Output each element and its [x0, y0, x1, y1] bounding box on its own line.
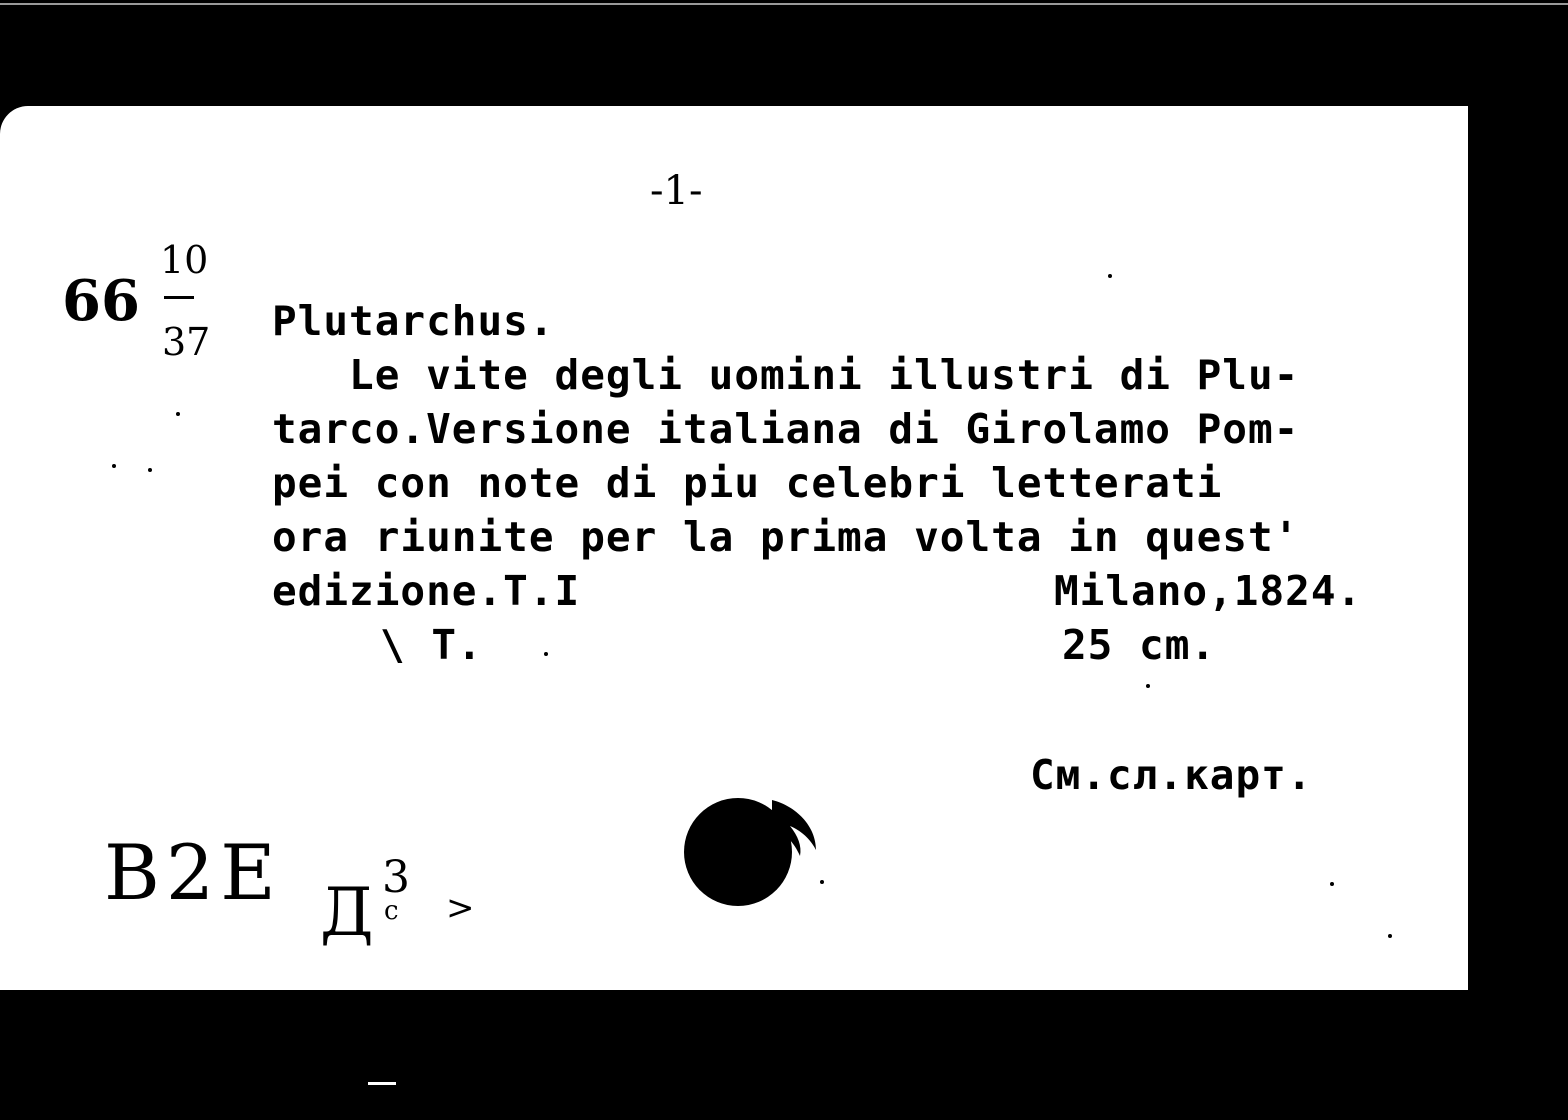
handwritten-mark: > [446, 888, 475, 928]
handwritten-suffix: Д [320, 874, 374, 951]
shelfmark-denominator: 37 [162, 320, 211, 364]
speck [544, 652, 548, 656]
title-line-5: edizione.T.I [272, 567, 581, 615]
imprint: Milano,1824. [1054, 567, 1363, 615]
title-line-2: tarco.Versione italiana di Girolamo Pom- [272, 405, 1300, 453]
dimensions-note: 25 cm. [1062, 621, 1217, 669]
title-line-3: pei con note di piu celebri letterati [272, 459, 1223, 507]
page-number: -1- [650, 168, 703, 214]
shelfmark-numerator: 10 [160, 238, 209, 282]
bottom-mark [368, 1082, 396, 1085]
author-heading: Plutarchus. [272, 297, 555, 345]
speck [176, 412, 180, 416]
catalog-card [0, 106, 1468, 990]
top-border-line [0, 3, 1568, 5]
speck [148, 468, 152, 472]
title-line-4: ora riunite per la prima volta in quest' [272, 513, 1300, 561]
speck [1146, 684, 1150, 688]
volumes-note: \ T. [380, 621, 483, 669]
see-next-card-note: См.сл.карт. [1030, 751, 1313, 799]
punch-hole [680, 792, 830, 912]
handwritten-superscript: 3 [382, 852, 410, 903]
handwritten-subscript: с [384, 896, 399, 926]
shelfmark-fraction-bar [164, 296, 194, 299]
handwritten-code: B2E [104, 828, 282, 917]
speck [112, 464, 116, 468]
speck [1330, 882, 1334, 886]
shelfmark-main: 66 [62, 268, 140, 334]
speck [1108, 274, 1112, 278]
speck [1388, 934, 1392, 938]
speck [820, 880, 824, 884]
title-line-1: Le vite degli uomini illustri di Plu- [272, 351, 1300, 399]
